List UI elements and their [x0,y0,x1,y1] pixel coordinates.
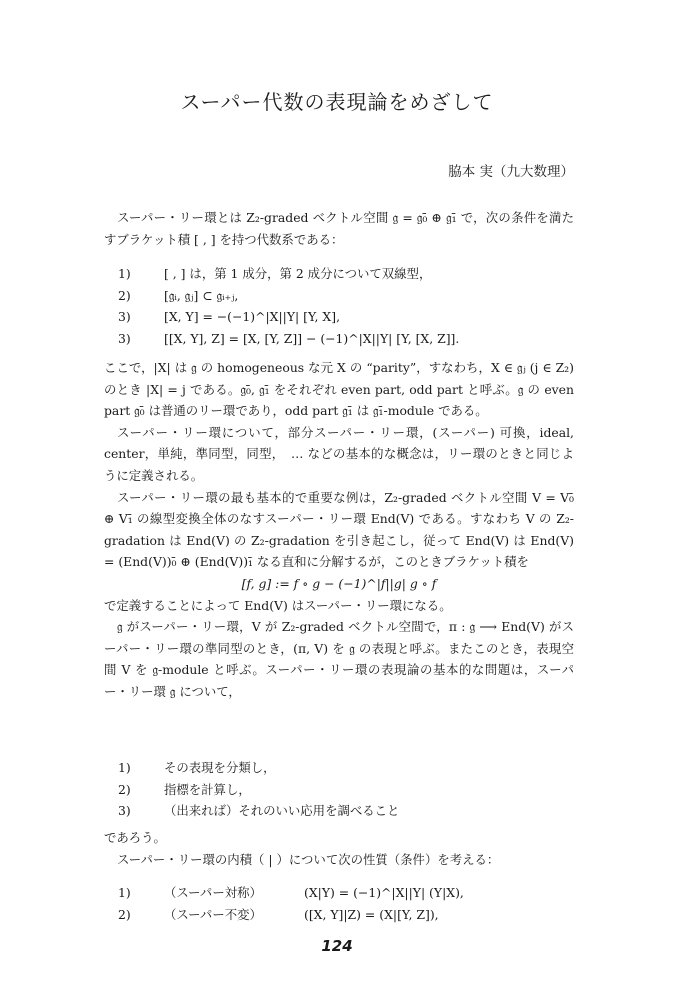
bracket-formula: [f, g] := f ∘ g − (−1)^|f||g| g ∘ f [241,575,437,591]
author-line: 脇本 実（九大数理） [448,164,574,180]
list-item: 3) [[X, Y], Z] = [X, [Y, Z]] − (−1)^|X||Y| [Y, [X, Z]]. [118,330,460,346]
paragraph-definition: スーパー・リー環とは Z₂-graded ベクトル空間 𝔤 = 𝔤₀̄ ⊕ 𝔤₁̄ で，次の条件を満たすブラケット積 [ , ] を持つ代数系である： [104,210,574,247]
closing-text [104,827,574,870]
paragraph-end-v: で定義することによって End(V) はスーパー・リー環になる。 [104,597,452,613]
intro-paragraph [104,207,574,250]
list-item: 2) （スーパー不変） ([X, Y]|Z) = (X|[Y, Z]), [118,906,439,922]
list-item: 2) [𝔤ᵢ, 𝔤ⱼ] ⊂ 𝔤ᵢ₊ⱼ, [118,287,239,303]
problem-list [118,757,399,822]
paragraph-example: スーパー・リー環の最も基本的で重要な例は，Z₂-graded ベクトル空間 V = V₀̄ ⊕ V₁̄ の線型変換全体のなすスーパー・リー環 End(V) である。すなわち V の Z₂-gradation は End(V) の Z₂-gradation を引き起こし，従って End(V) は End(V) = (End(V))₀̄ ⊕ (End(V))₁̄ なる直和に分解するが，このときブラケット積を [104,489,574,570]
list-item: 1) [ , ] は，第 1 成分，第 2 成分について双線型， [118,266,432,281]
paragraph-parity: ここで，|X| は 𝔤 の homogeneous な元 X の “parity”，すなわち，X ∈ 𝔤ⱼ (j ∈ Z₂) のとき |X| = j である。𝔤₀̄, 𝔤₁̄ をそれぞれ even part, odd part と呼ぶ。𝔤 の even part 𝔤₀̄ は普通のリー環であり，odd part 𝔤₁̄ は 𝔤₁̄-module である。 [104,360,574,419]
page-number: 124 [321,937,353,955]
paragraph-representation: 𝔤 がスーパー・リー環，V が Z₂-graded ベクトル空間で，π : 𝔤 ⟶ End(V) がスーパー・リー環の準同型のとき，(π, V) を 𝔤 の表現と呼ぶ。またこのとき，表現空間 V を 𝔤-module と呼ぶ。スーパー・リー環の表現論の基本的な問題は，スーパー・リー環 𝔤 について， [104,619,574,699]
paragraph-inner-product: スーパー・リー環の内積（ | ）について次の性質（条件）を考える： [117,851,500,867]
paper-title: スーパー代数の表現論をめざして [180,90,494,114]
list-item: 3) （出来れば）それのいい応用を調べること [118,803,400,819]
paragraph-closing: であろう。 [104,830,166,845]
list-item: 1) その表現を分類し， [118,760,276,775]
axiom-list [118,263,459,349]
property-list [118,882,464,925]
list-item: 3) [X, Y] = −(−1)^|X||Y| [Y, X], [118,309,341,325]
list-item: 1) （スーパー対称） (X|Y) = (−1)^|X||Y| (Y|X), [118,885,464,900]
main-text [104,357,574,703]
paragraph-concepts: スーパー・リー環について，部分スーパー・リー環，(スーパー) 可換，ideal, center，単純，準同型，同型， … などの基本的な概念は，リー環のときと同じように定義される。 [104,424,574,483]
list-item: 2) 指標を計算し， [118,781,251,797]
